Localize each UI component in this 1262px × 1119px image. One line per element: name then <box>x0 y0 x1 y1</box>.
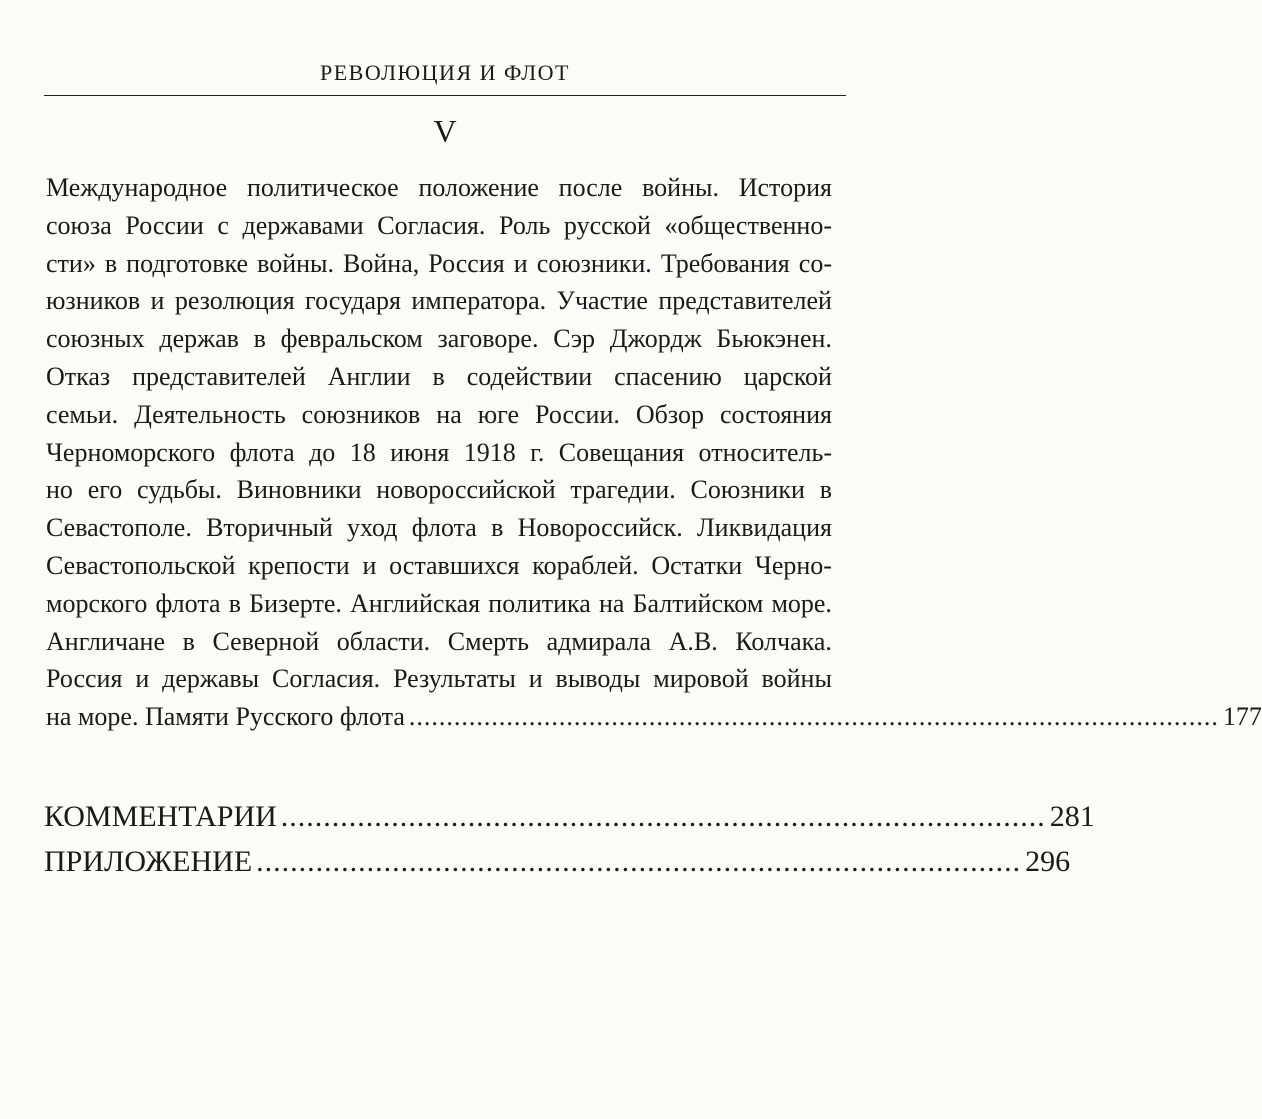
summary-word: императора. <box>411 286 547 316</box>
summary-line <box>46 282 832 320</box>
summary-line <box>46 169 832 207</box>
summary-word: России. <box>535 399 620 429</box>
dot-leader: .......................................................................................... <box>256 845 1022 878</box>
summary-word: в <box>819 475 832 505</box>
summary-word: Вторичный <box>206 513 333 543</box>
summary-word: Требования <box>660 248 790 278</box>
summary-word: Джордж <box>609 324 702 354</box>
summary-word: в <box>228 588 241 618</box>
summary-word: Черно- <box>754 550 832 580</box>
summary-word: и <box>528 664 543 694</box>
summary-word: А.В. <box>668 626 718 656</box>
summary-word: Новороссийск. <box>517 513 683 543</box>
summary-word: Россия <box>428 248 505 278</box>
summary-word: со- <box>798 248 832 278</box>
summary-word: февральском <box>280 324 423 354</box>
summary-word: спасению <box>614 361 722 391</box>
summary-word: Роль <box>499 210 551 240</box>
summary-word: относитель- <box>698 437 832 467</box>
summary-word: адмирала <box>546 626 652 656</box>
summary-word: войны <box>761 664 832 694</box>
summary-word: семьи. <box>46 399 119 429</box>
summary-word: «общественно- <box>664 210 832 240</box>
summary-word: Колчака. <box>735 626 832 656</box>
summary-word: Бизерте. <box>249 588 342 618</box>
summary-word: флота <box>229 437 295 467</box>
summary-word: союзников <box>301 399 421 429</box>
summary-word: Деятельность <box>134 399 286 429</box>
summary-word: в <box>432 361 445 391</box>
summary-word: на <box>598 588 625 618</box>
summary-word: Согласия. <box>272 664 381 694</box>
summary-word: уход <box>347 513 398 543</box>
summary-word: союзных <box>46 324 145 354</box>
running-head-title: РЕВОЛЮЦИЯ И ФЛОТ <box>320 60 570 85</box>
summary-word: войны. <box>642 173 719 202</box>
summary-word: 1918 <box>463 437 516 467</box>
summary-word: Остатки <box>651 550 743 580</box>
summary-word: Северной <box>212 626 320 656</box>
summary-word: представителей <box>132 361 306 391</box>
summary-word: Английская <box>350 588 481 618</box>
summary-word: русской <box>563 210 651 240</box>
summary-word: Англии <box>327 361 411 391</box>
summary-word: Виновники <box>236 475 362 505</box>
summary-word: в <box>491 513 504 543</box>
summary-word: войны. <box>257 248 334 278</box>
summary-word: после <box>558 173 623 202</box>
summary-last-line-text: на море. Памяти Русского флота <box>46 702 405 732</box>
toc-entry-appendix-page: 296 <box>1025 845 1071 878</box>
summary-word: подготовке <box>126 248 249 278</box>
summary-line <box>46 471 832 509</box>
summary-word: и <box>513 248 528 278</box>
summary-word: заговоре. <box>437 324 539 354</box>
summary-line <box>46 245 832 283</box>
summary-line <box>46 434 832 472</box>
summary-line <box>46 396 832 434</box>
summary-word: флота <box>155 588 221 618</box>
summary-word: и <box>362 550 377 580</box>
toc-entry-appendix-label: ПРИЛОЖЕНИЕ <box>44 845 253 878</box>
summary-line <box>46 358 832 396</box>
summary-word: сти» <box>46 248 96 278</box>
summary-word: резолюция <box>174 286 295 316</box>
summary-word: Балтийском <box>632 588 764 618</box>
summary-word: оставшихся <box>389 550 520 580</box>
summary-word: державами <box>242 210 364 240</box>
summary-word: союзники. <box>536 248 652 278</box>
summary-word: Черноморского <box>46 437 216 467</box>
summary-line <box>46 320 832 358</box>
summary-last-line <box>46 698 1262 736</box>
summary-word: состояния <box>719 399 832 429</box>
summary-word: союза <box>46 210 112 240</box>
summary-word: Участие <box>556 286 648 316</box>
summary-line <box>46 660 832 698</box>
header-divider <box>44 95 846 96</box>
summary-word: Сэр <box>553 324 596 354</box>
summary-word: державы <box>162 664 260 694</box>
summary-word: Севастополе. <box>46 513 192 543</box>
section-numeral: V <box>433 113 457 149</box>
dot-leader: ............................................................................................................ <box>408 702 1219 732</box>
summary-word: История <box>738 173 832 202</box>
summary-word: политика <box>488 588 591 618</box>
summary-word: представителей <box>658 286 832 316</box>
summary-word: 18 <box>349 437 376 467</box>
summary-word: г. <box>530 437 545 467</box>
toc-entry-appendix[interactable] <box>44 840 1071 884</box>
summary-word: юзников <box>46 286 141 316</box>
summary-word: в <box>253 324 266 354</box>
summary-word: государя <box>305 286 401 316</box>
summary-line <box>46 207 832 245</box>
summary-line <box>46 509 832 547</box>
summary-word: флота <box>411 513 477 543</box>
summary-word: держав <box>159 324 239 354</box>
summary-word: Россия <box>46 664 123 694</box>
summary-word: Война, <box>343 248 420 278</box>
summary-word: и <box>150 286 165 316</box>
summary-word: его <box>87 475 123 505</box>
section-page-number: 177 <box>1222 702 1262 732</box>
summary-word: трагедии. <box>570 475 676 505</box>
summary-word: но <box>46 475 73 505</box>
toc-entry-commentary-page: 281 <box>1049 800 1095 833</box>
summary-word: новороссийской <box>376 475 556 505</box>
summary-word: содействии <box>466 361 593 391</box>
summary-line <box>46 585 832 623</box>
summary-word: море. <box>771 588 832 618</box>
summary-word: Севастопольской <box>46 550 236 580</box>
summary-word: Обзор <box>635 399 704 429</box>
summary-word: на <box>436 399 462 429</box>
summary-word: Международное <box>46 173 228 202</box>
summary-word: Бьюкэнен. <box>716 324 832 354</box>
summary-word: в <box>104 248 118 278</box>
summary-word: судьбы. <box>137 475 222 505</box>
summary-word: положение <box>418 173 539 202</box>
summary-line <box>46 623 832 661</box>
summary-word: Союзники <box>690 475 805 505</box>
summary-word: выводы <box>555 664 641 694</box>
summary-word: до <box>309 437 336 467</box>
summary-word: Совещания <box>558 437 685 467</box>
summary-word: в <box>182 626 195 656</box>
summary-word: кораблей. <box>532 550 639 580</box>
summary-word: морского <box>46 588 148 618</box>
summary-word: Отказ <box>46 361 111 391</box>
dot-leader: .......................................................................................... <box>280 800 1046 833</box>
summary-word: царской <box>743 361 832 391</box>
toc-entry-commentary[interactable] <box>44 795 1095 839</box>
summary-word: юге <box>477 399 520 429</box>
summary-line <box>46 547 832 585</box>
summary-word: мировой <box>653 664 749 694</box>
section-summary <box>46 169 1262 736</box>
summary-word: Смерть <box>447 626 529 656</box>
summary-word: с <box>217 210 229 240</box>
summary-word: России <box>125 210 204 240</box>
toc-entry-commentary-label: КОММЕНТАРИИ <box>44 800 277 833</box>
summary-word: Ликвидация <box>697 513 832 543</box>
summary-word: политическое <box>246 173 399 202</box>
summary-word: и <box>135 664 150 694</box>
summary-word: крепости <box>248 550 350 580</box>
summary-word: Англичане <box>46 626 165 656</box>
summary-word: Согласия. <box>377 210 486 240</box>
summary-word: области. <box>336 626 431 656</box>
summary-word: Результаты <box>393 664 516 694</box>
summary-word: июня <box>390 437 450 467</box>
